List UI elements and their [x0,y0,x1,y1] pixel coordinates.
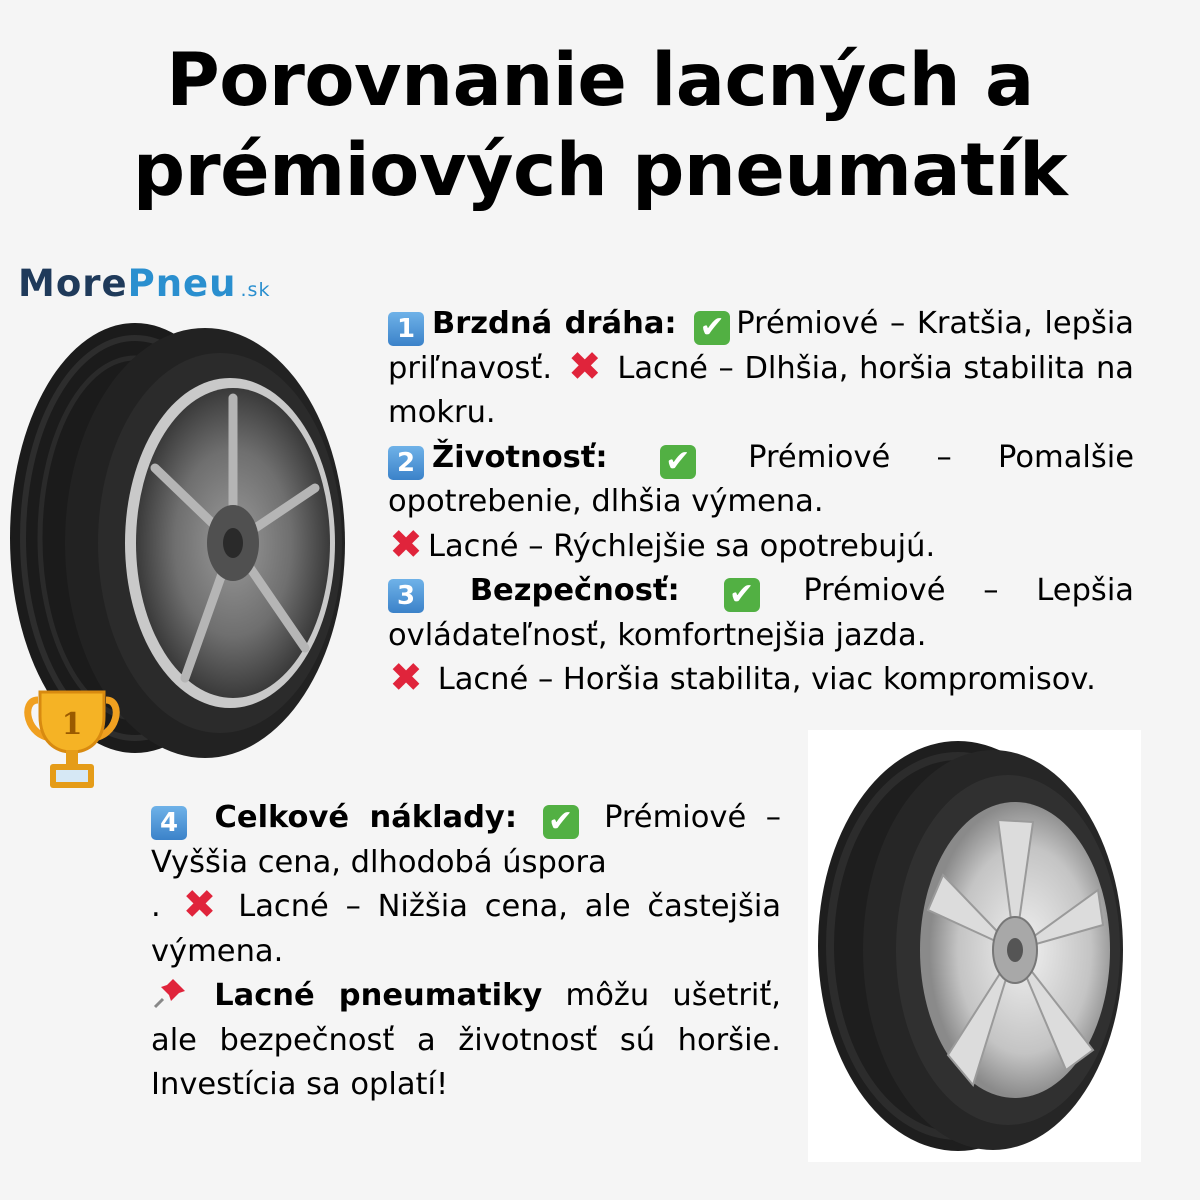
item-premium: Prémiové – Lepšia ovládateľnosť, komfortnejšia jazda. [388,573,1134,653]
item-heading: Bezpečnosť: [469,573,680,608]
item-cheap: Lacné – Horšia stabilita, viac kompromisov. [437,662,1096,697]
check-mark-icon: ✔ [694,311,730,345]
keycap-number-icon: 4 [151,806,187,840]
item-premium: Prémiové – Pomalšie opotrebenie, dlhšia výmena. [388,439,1135,519]
check-mark-icon: ✔ [543,805,579,839]
comparison-list-top [388,302,1134,703]
comparison-list-bottom [151,796,781,1108]
conclusion-bold: Lacné pneumatiky [214,978,543,1013]
item-cheap: Lacné – Dlhšia, horšia stabilita na mokru. [388,350,1134,430]
item-cheap: Lacné – Rýchlejšie sa opotrebujú. [428,528,936,564]
list-item [388,436,1134,570]
pushpin-icon [151,975,191,1009]
cross-mark-icon: ✖ [389,655,423,701]
list-item: 4 Celkové náklady: ✔ Prémiové – Vyššia cena, dlhodobá úspora . ✖ Lacné – Nižšia cena, ale častejšia výmena. [151,800,782,969]
cross-mark-icon: ✖ [182,882,217,928]
item-heading: Celkové náklady: [214,800,518,835]
item-cheap: Lacné – Nižšia cena, ale častejšia výmena. [151,889,782,969]
title-line-2: prémiových pneumatík [132,128,1068,213]
item-heading: Brzdná dráha: [432,306,677,341]
keycap-number-icon: 2 [388,446,424,480]
check-mark-icon: ✔ [724,578,760,612]
trophy-icon [24,686,120,794]
item-premium: Prémiové – Kratšia, lepšia priľnavosť. [388,306,1135,386]
page-title [0,36,1200,216]
keycap-number-icon: 3 [388,579,424,613]
morepneu-logo: MorePneu .sk [18,262,271,305]
list-item [388,302,1134,436]
item-heading: Životnosť: [432,439,608,475]
budget-tire-image [808,730,1141,1162]
conclusion-text: môžu ušetriť, ale bezpečnosť a životnosť sú horšie. Investícia sa oplatí! [151,978,781,1102]
cross-mark-icon: ✖ [567,343,602,390]
check-mark-icon: ✔ [660,445,696,479]
item-premium: Prémiové – Vyššia cena, dlhodobá úspora [151,800,781,880]
trophy-number: 1 [61,707,83,742]
keycap-number-icon: 1 [388,312,424,346]
conclusion [151,974,781,1108]
cross-mark-icon: ✖ [389,521,423,568]
list-item [388,569,1134,703]
title-line-1: Porovnanie lacných a [166,38,1034,123]
